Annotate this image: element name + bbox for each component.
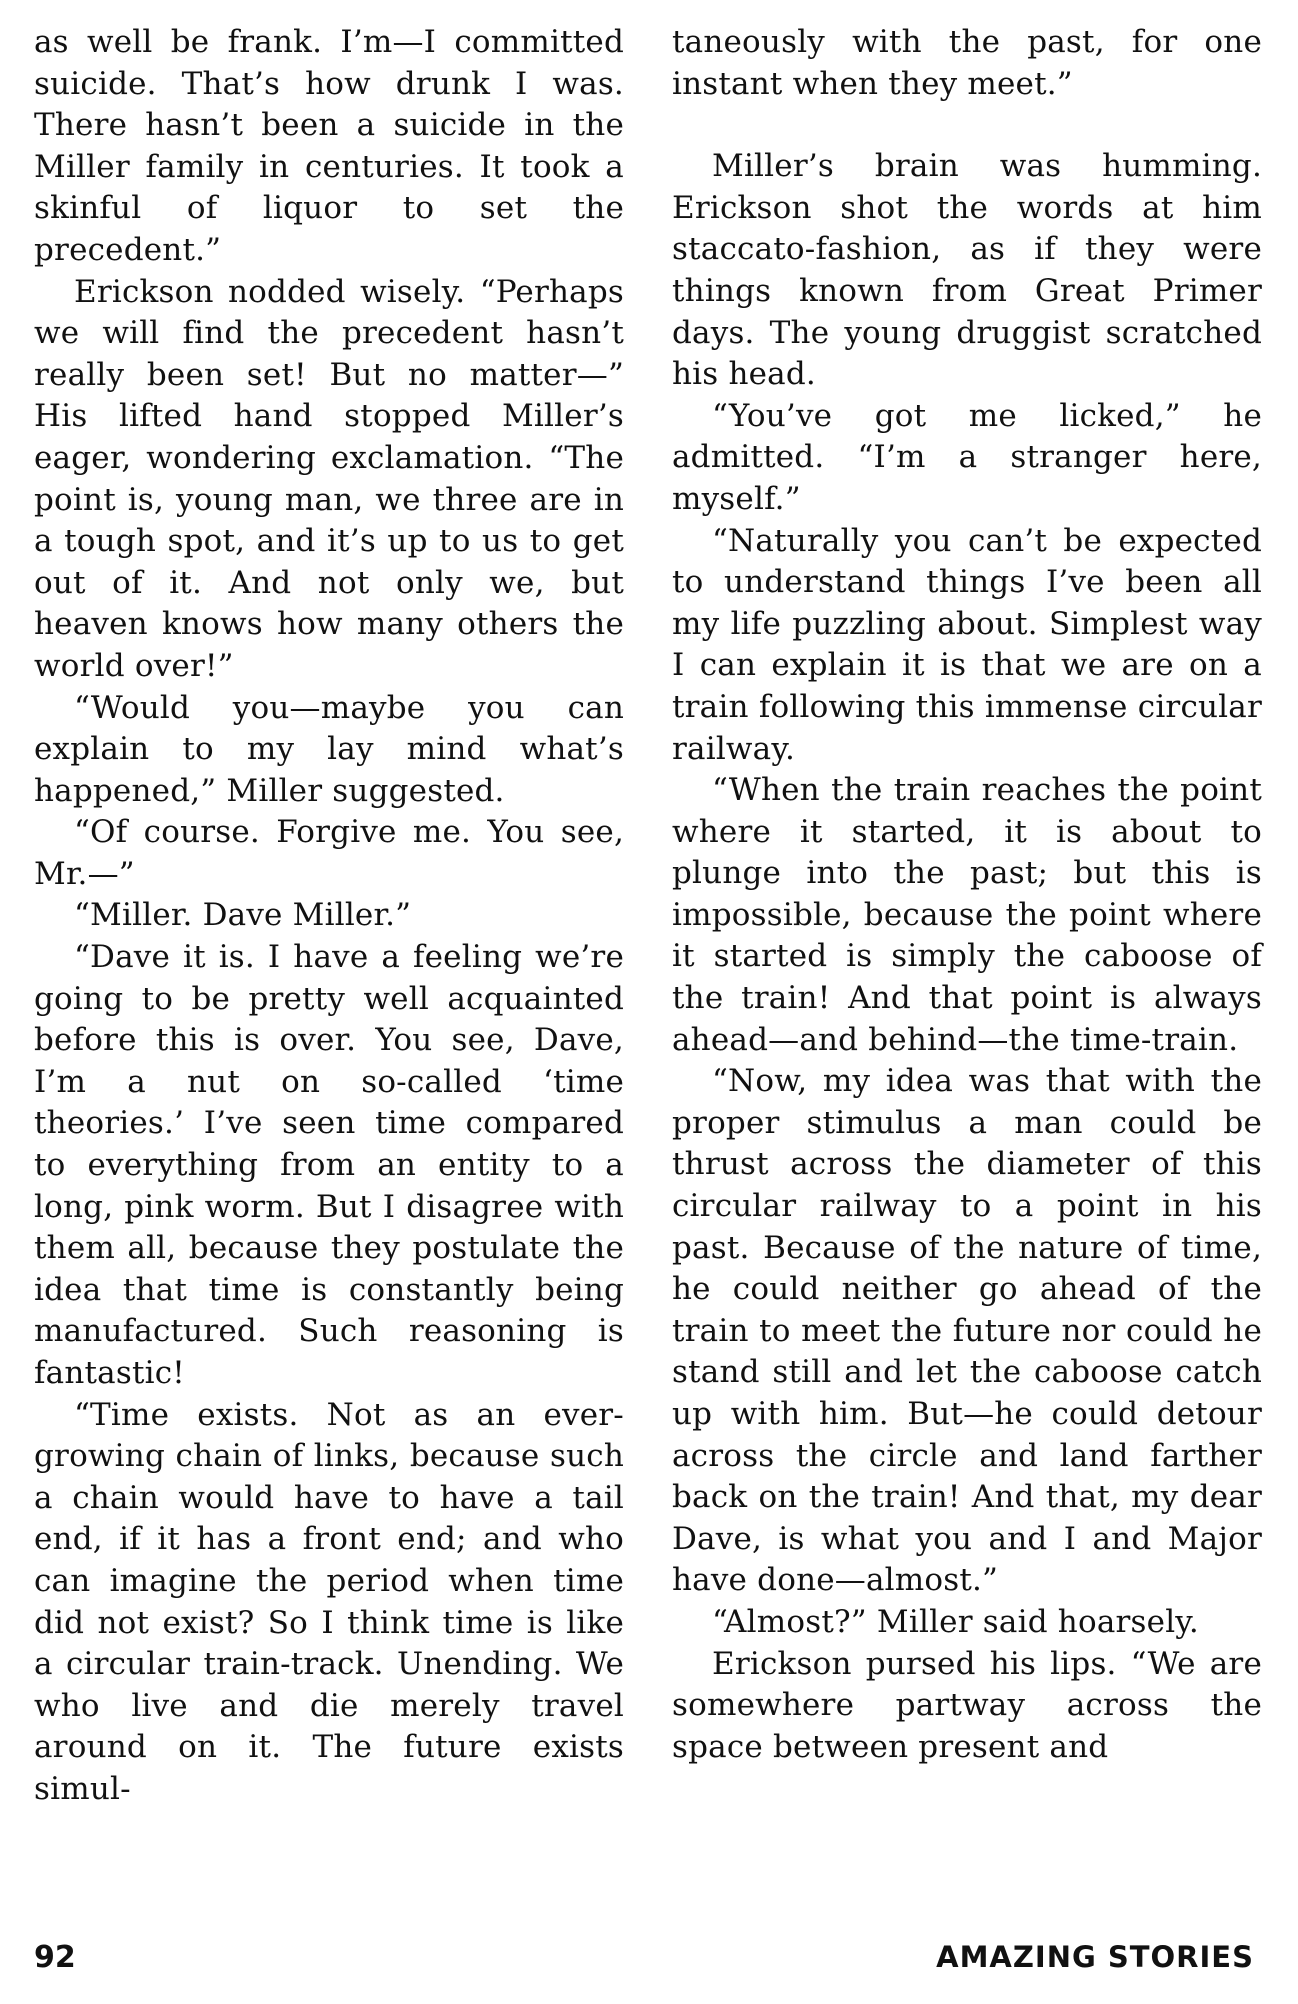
page-number: 92 <box>34 1940 76 1975</box>
page-footer <box>34 1940 1254 1984</box>
paragraph: taneously with the past, for one instant when they meet.” <box>672 24 1262 102</box>
paragraph: “When the train reaches the point where it started, it is about to plunge into the past; but this is impossible, because the point where it started is simply the caboose of the train! And that point is always ahead—and behind—the time-train. <box>672 772 1262 1058</box>
paragraph: “Almost?” Miller said hoarsely. <box>712 1603 1199 1640</box>
right-text-column <box>672 22 1262 1768</box>
paragraph: as well be frank. I’m—I committed suicide. That’s how drunk I was. There hasn’t been a suicide in the Miller family in centuries. It took a skinful of liquor to set the precedent.” <box>34 24 624 268</box>
paragraph: Erickson nodded wisely. “Perhaps we will find the precedent hasn’t really been set! But no matter—” His lifted hand stopped Miller’s eager, wondering exclamation. “The point is, young man, we three are in a tough spot, and it’s up to us to get out of it. And not only we, but heaven knows how many others the world over!” <box>34 273 624 684</box>
paragraph: Erickson pursed his lips. “We are somewhere partway across the space between present and <box>672 1645 1262 1765</box>
paragraph: “Naturally you can’t be expected to understand things I’ve been all my life puzzling about. Simplest way I can explain it is that we are on a train following this immense circular railway. <box>672 522 1262 767</box>
paragraph: “Of course. Forgive me. You see, Mr.—” <box>34 814 624 892</box>
magazine-title: AMAZING STORIES <box>936 1940 1254 1974</box>
paragraph: “Now, my idea was that with the proper stimulus a man could be thrust across the diameter of this circular railway to a point in his past. Because of the nature of time, he could neither go ahead of the train to meet the future nor could he stand still and let the caboose catch up with him. But—he could detour across the circle and land farther back on the train! And that, my dear Dave, is what you and I and Major have done—almost.” <box>672 1063 1262 1599</box>
left-text-column <box>34 22 624 1811</box>
paragraph: “You’ve got me licked,” he admitted. “I’m a stranger here, myself.” <box>672 397 1262 517</box>
paragraph: “Time exists. Not as an ever-growing chain of links, because such a chain would have to have a tail end, if it has a front end; and who can imagine the period when time did not exist? So I think time is like a circular train-track. Unending. We who live and die merely travel around on it. The future exists simul- <box>34 1396 624 1807</box>
paragraph: Miller’s brain was humming. Erickson shot the words at him staccato-fashion, as if they were things known from Great Primer days. The young druggist scratched his head. <box>672 148 1262 393</box>
paragraph: “Dave it is. I have a feeling we’re going to be pretty well acquainted before this is over. You see, Dave, I’m a nut on so-called ‘time theories.’ I’ve seen time compared to everything from an entity to a long, pink worm. But I disagree with them all, because they postulate the idea that time is constantly being manufactured. Such reasoning is fantastic! <box>34 939 624 1391</box>
paragraph: “Would you—maybe you can explain to my lay mind what’s happened,” Miller suggested. <box>34 689 624 809</box>
paragraph: “Miller. Dave Miller.” <box>74 897 412 934</box>
